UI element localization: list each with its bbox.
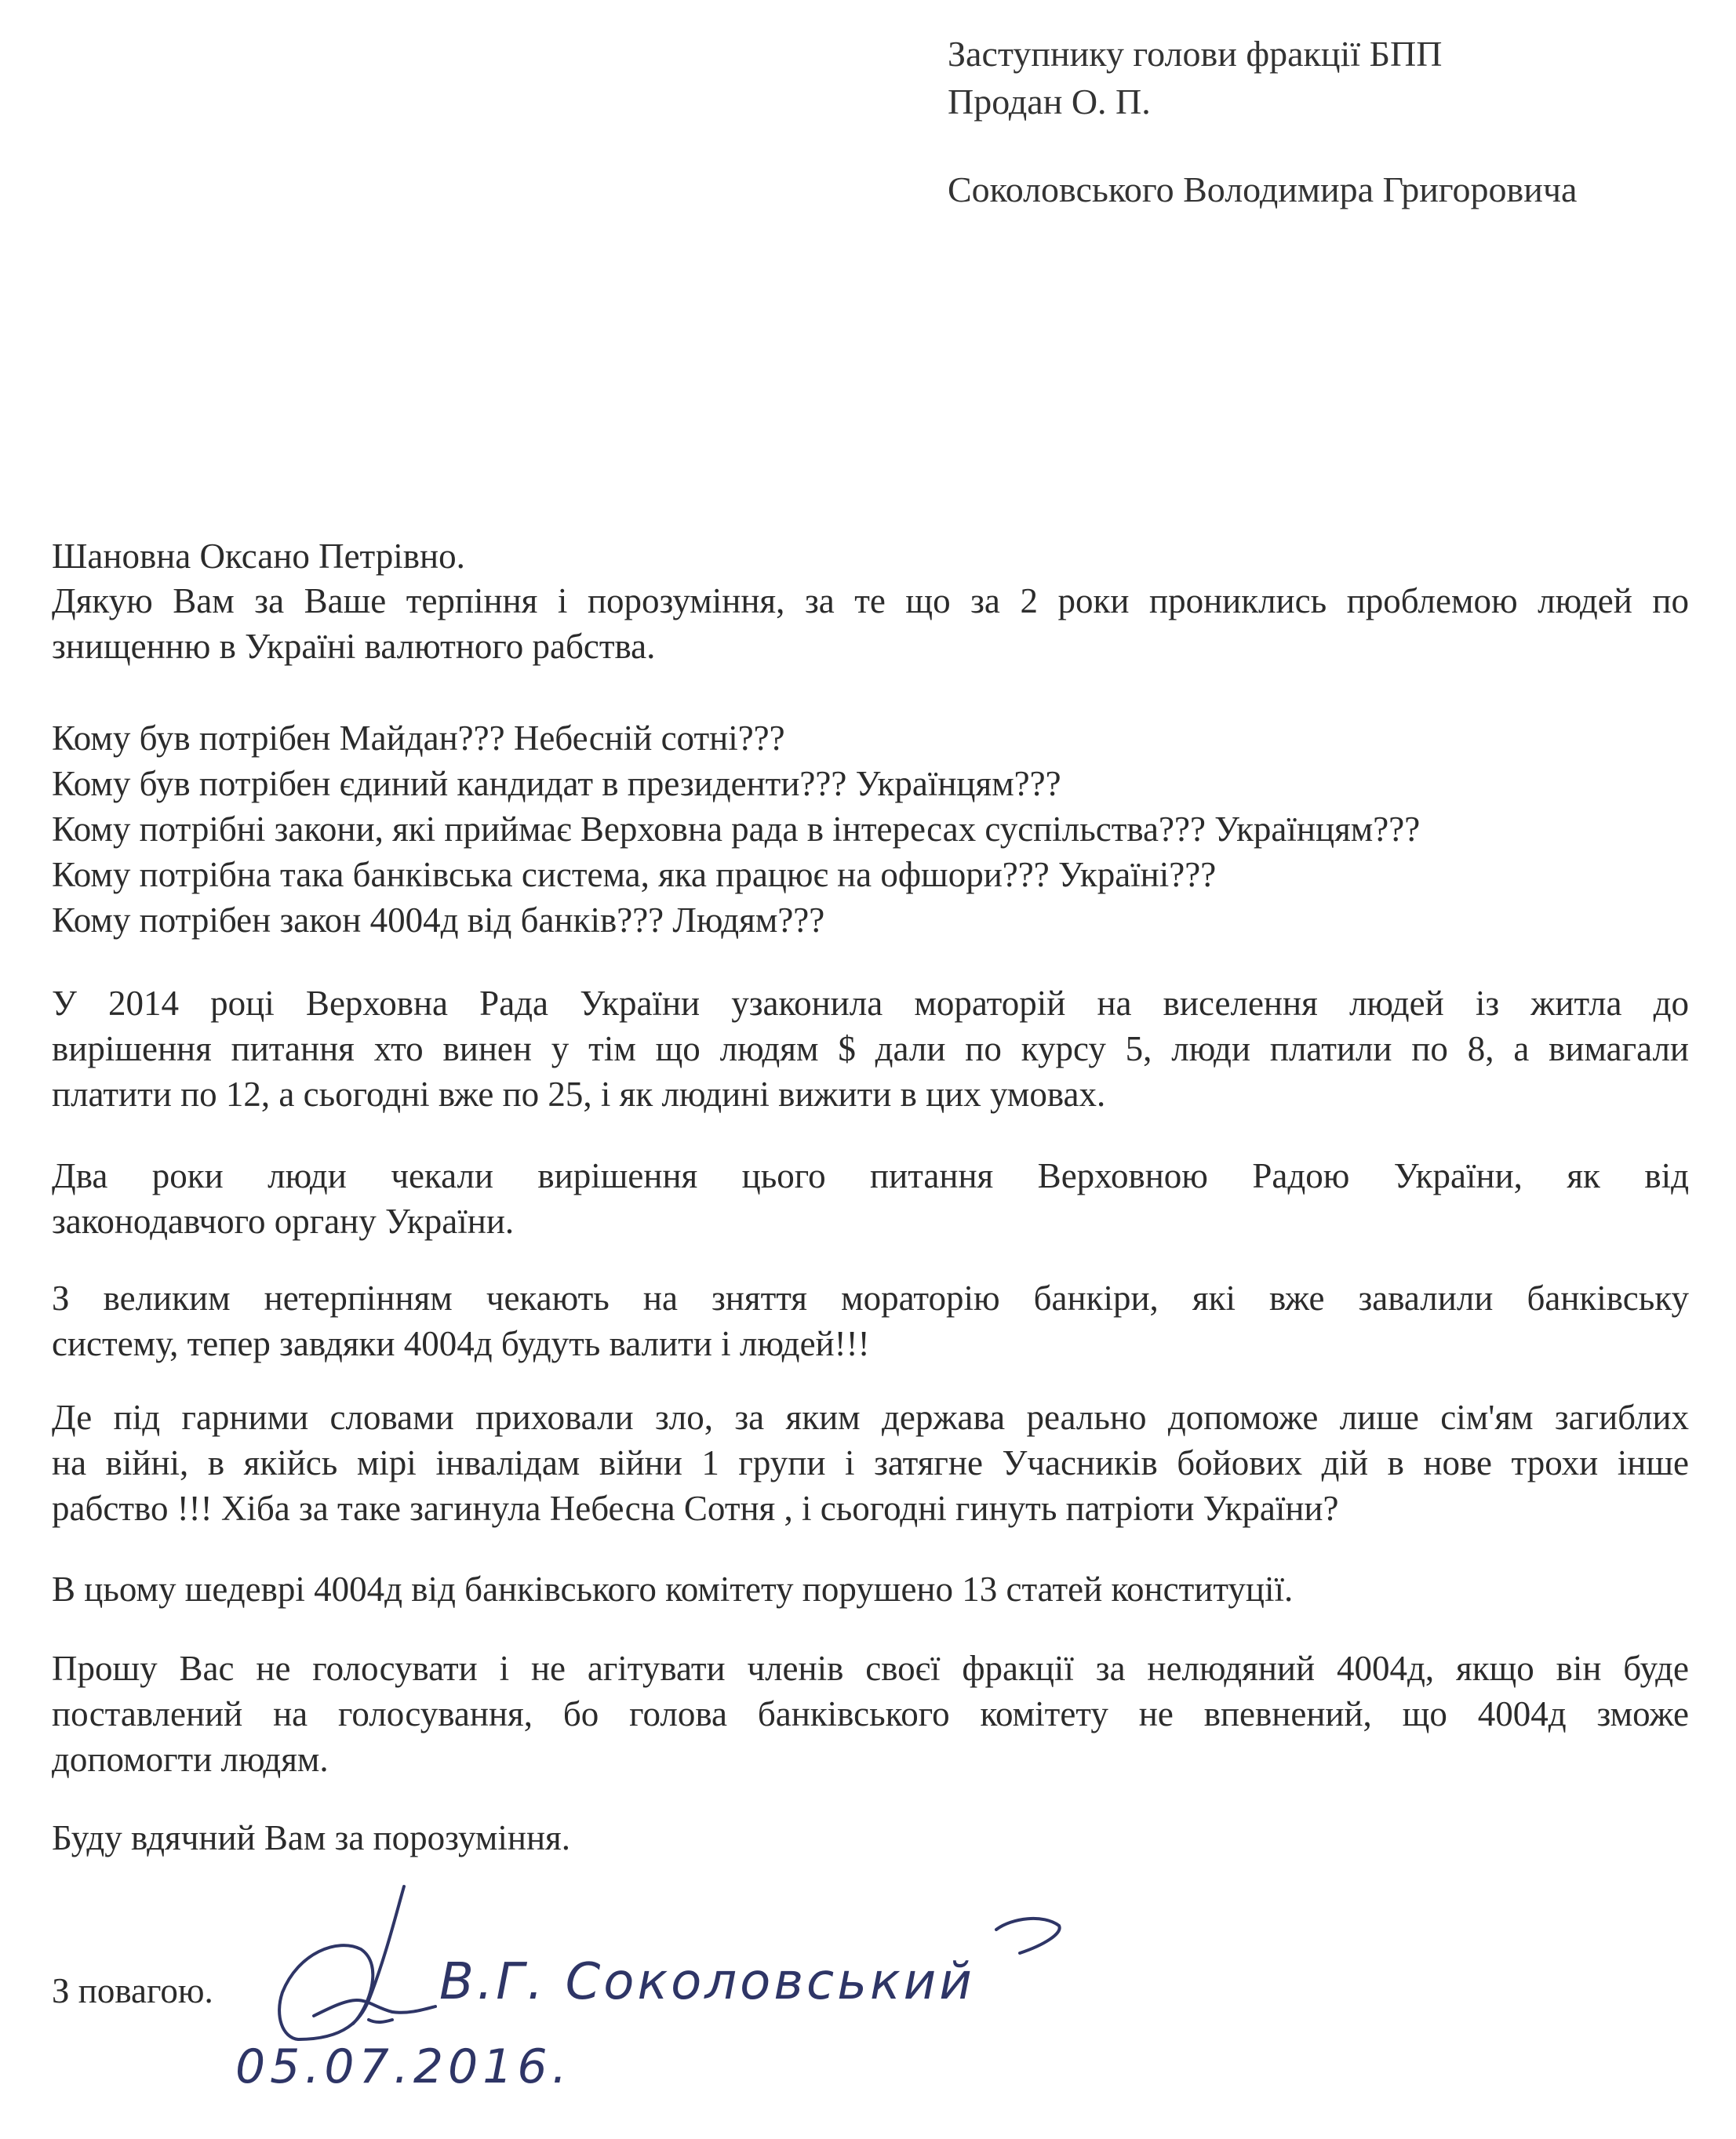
text-line: В цьому шедеврі 4004д від банківського комітету порушено 13 статей конституції. [52, 1570, 1294, 1609]
paragraph-thanks [52, 578, 1689, 669]
questions-list [52, 716, 1689, 944]
text-line: Шановна Оксано Петрівно. [52, 537, 465, 576]
text-line: законодавчого органу України. [52, 1202, 515, 1241]
text-line: Кому потрібні закони, які приймає Верховна рада в інтересах суспільства??? Українцям??? [52, 809, 1421, 849]
sender-name: Соколовського Володимира Григоровича [948, 169, 1578, 209]
handwritten-date: 05.07.2016. [235, 2039, 572, 2094]
text-line: поставлений на голосування, бо голова банківського комітету не впевнений, що 4004д зможе [52, 1694, 1689, 1733]
paragraph-request [52, 1646, 1689, 1782]
paragraph-constitution [52, 1566, 1689, 1612]
text-line: на війні, в якійсь мірі інвалідам війни 1 групи і затягне Учасників бойових дій в нове трохи інше [52, 1443, 1689, 1482]
closing-line [52, 1815, 1689, 1861]
text-line: З великим нетерпінням чекають на зняття мораторію банкіри, які вже завалили банківську [52, 1279, 1689, 1318]
paragraph-two-years [52, 1153, 1689, 1244]
text-line: Кому був потрібен єдиний кандидат в президенти??? Українцям??? [52, 764, 1061, 803]
text-line: вирішення питання хто винен у тім що людям $ дали по курсу 5, люди платили по 8, а вимагали [52, 1029, 1689, 1068]
text-line: систему, тепер завдяки 4004д будуть валити і людей!!! [52, 1324, 870, 1363]
addressee-line-1: Заступнику голови фракції БПП [948, 34, 1443, 74]
text-line: У 2014 році Верховна Рада України узаконила мораторій на виселення людей із житла до [52, 984, 1689, 1023]
text-line: Два роки люди чекали вирішення цього питання Верховною Радою України, як від [52, 1156, 1689, 1195]
addressee-line-2: Продан О. П. [948, 82, 1151, 122]
text-line: Де під гарними словами приховали зло, за яким держава реально допоможе лише сім'ям загиблих [52, 1398, 1689, 1437]
text-line: Кому потрібен закон 4004д від банків??? Людям??? [52, 900, 825, 940]
text-line: Кому потрібна така банківська система, яка працює на офшори??? Україні??? [52, 855, 1217, 894]
text-line: Кому був потрібен Майдан??? Небесній сотні??? [52, 718, 785, 758]
regards-text: З повагою. [52, 1971, 213, 2010]
paragraph-evil [52, 1395, 1689, 1531]
paragraph-bankers [52, 1275, 1689, 1366]
text-line: платити по 12, а сьогодні вже по 25, і як людині вижити в цих умовах. [52, 1075, 1106, 1114]
paragraph-moratorium [52, 980, 1689, 1117]
text-line: Дякую Вам за Ваше терпіння і порозуміння, за те що за 2 роки прониклись проблемою людей по [52, 581, 1689, 620]
text-line: знищенню в Україні валютного рабства. [52, 627, 656, 666]
greeting [52, 533, 1689, 579]
text-line: допомогти людям. [52, 1740, 329, 1779]
text-line: Прошу Вас не голосувати і не агітувати членів своєї фракції за нелюдяний 4004д, якщо він буде [52, 1649, 1689, 1688]
handwritten-name: В.Г. Соколовський [439, 1953, 975, 2011]
text-line: рабство !!! Хіба за таке загинула Небесна Сотня , і сьогодні гинуть патріоти України? [52, 1489, 1339, 1528]
text-line: Буду вдячний Вам за порозуміння. [52, 1818, 571, 1857]
